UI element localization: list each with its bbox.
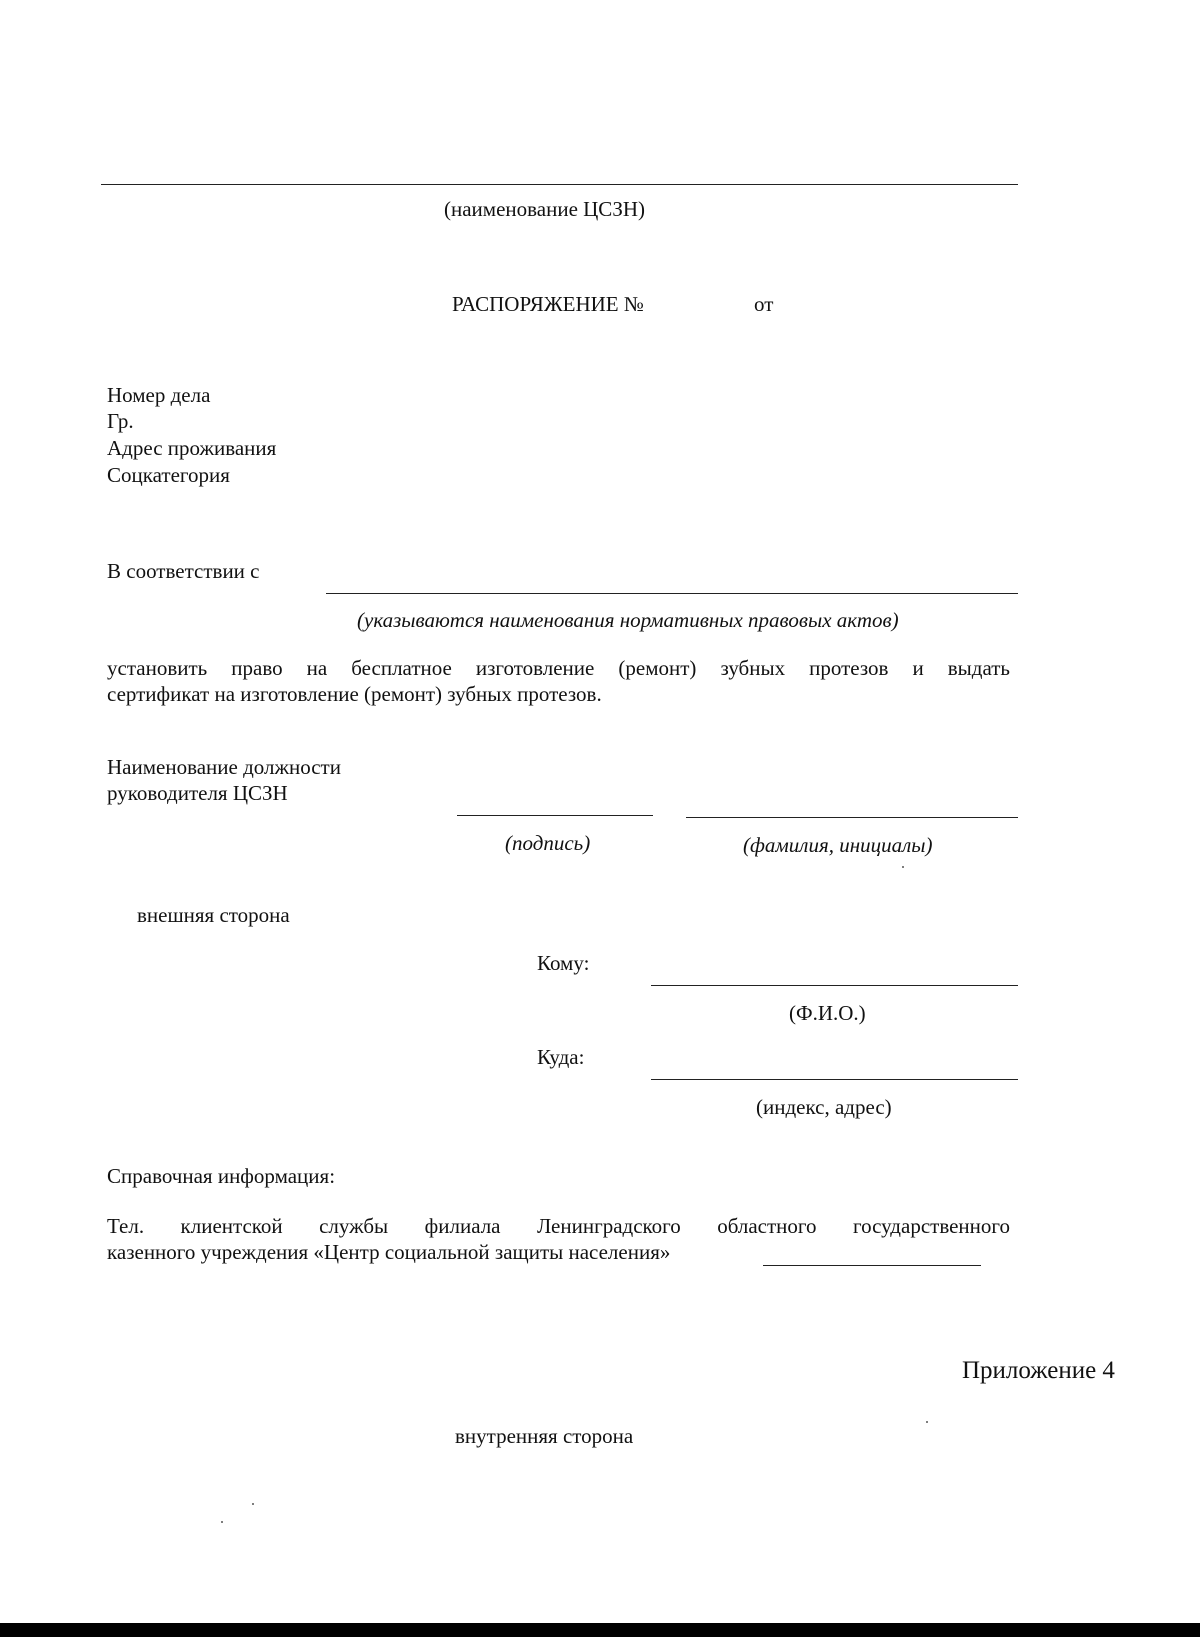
- basis-caption: (указываются наименования нормативных правовых актов): [357, 608, 899, 632]
- to-label: Кому:: [537, 951, 590, 975]
- where-caption: (индекс, адрес): [756, 1095, 892, 1119]
- position-title-line-1: Наименование должности: [107, 755, 341, 779]
- order-from: от: [754, 292, 774, 316]
- reference-line-1: Тел. клиентской службы филиала Ленинградского областного государственного: [107, 1214, 1010, 1238]
- decision-line-2: сертификат на изготовление (ремонт) зубных протезов.: [107, 682, 602, 706]
- social-category-label: Соцкатегория: [107, 463, 230, 487]
- address-label: Адрес проживания: [107, 436, 277, 460]
- name-line: [686, 817, 1018, 818]
- scan-speck: [926, 1421, 928, 1423]
- scan-speck: [221, 1521, 223, 1523]
- basis-line: [326, 593, 1018, 594]
- signature-line: [457, 815, 653, 816]
- order-title: РАСПОРЯЖЕНИЕ №: [452, 292, 644, 316]
- case-number-label: Номер дела: [107, 383, 211, 407]
- to-caption: (Ф.И.О.): [789, 1001, 866, 1025]
- where-line: [651, 1079, 1018, 1080]
- phone-line: [763, 1265, 981, 1266]
- scan-speck: [902, 866, 904, 868]
- decision-paragraph: [107, 655, 1010, 707]
- inner-side-title: внутренняя сторона: [455, 1424, 634, 1448]
- citizen-label: Гр.: [107, 409, 134, 433]
- decision-line-1: установить право на бесплатное изготовление (ремонт) зубных протезов и выдать: [107, 656, 1010, 680]
- basis-label: В соответствии с: [107, 559, 260, 583]
- where-label: Куда:: [537, 1045, 585, 1069]
- org-name-caption: (наименование ЦСЗН): [444, 197, 645, 221]
- signature-caption: (подпись): [505, 831, 591, 855]
- outer-side-title: внешняя сторона: [137, 903, 290, 927]
- to-line: [651, 985, 1018, 986]
- reference-paragraph: [107, 1213, 1010, 1265]
- scan-edge: [0, 1623, 1200, 1637]
- scan-speck: [252, 1503, 254, 1505]
- appendix-label: Приложение 4: [962, 1357, 1115, 1384]
- org-name-line: [101, 184, 1018, 185]
- reference-line-2: казенного учреждения «Центр социальной защиты населения»: [107, 1240, 671, 1264]
- name-caption: (фамилия, инициалы): [743, 833, 933, 857]
- reference-title: Справочная информация:: [107, 1164, 336, 1188]
- position-title-line-2: руководителя ЦСЗН: [107, 781, 288, 805]
